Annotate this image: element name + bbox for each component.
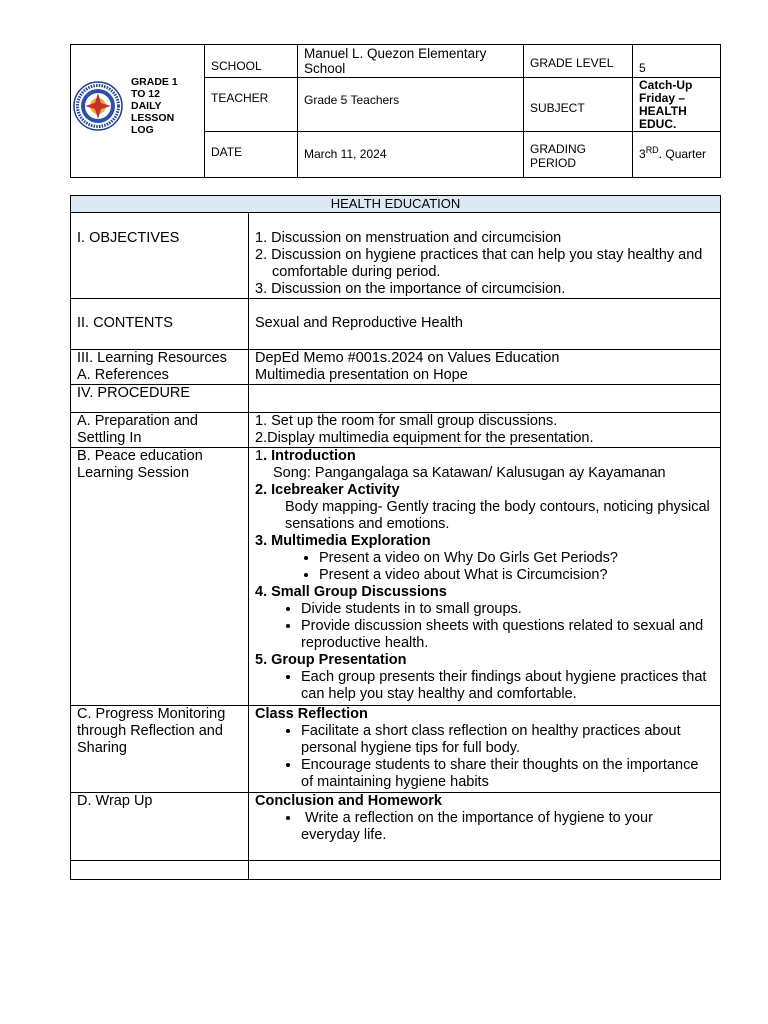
learning-session-label: B. Peace education Learning Session bbox=[71, 448, 249, 706]
learning-session-content: 1. Introduction Song: Pangangalaga sa Katawan/ Kalusugan ay Kayamanan 2. Icebreaker Activity Body mapping- Gently tracing the body contours, noticing physical sensations and emotions. 3. Multimedia Exploration • Present a video on Why Do Girls Get Periods? • Present a video about What is Circumcision? 4. Small Group Discussions • Divide students in to small groups. • Provide discussion sheets with questions related to sexual and reproductive health. 5. Group Presentation • Each group presents their findings about hygiene practices that can help you stay healthy and comfortable. bbox=[249, 448, 721, 706]
lesson-log-title: GRADE 1 TO 12 DAILY LESSON LOG bbox=[131, 76, 178, 136]
list-item: • Provide discussion sheets with questions related to sexual and reproductive health. bbox=[301, 618, 714, 652]
objective-item: 2. Discussion on hygiene practices that can help you stay healthy and comfortable during period. bbox=[255, 247, 703, 280]
resources-label: III. Learning Resources A. References bbox=[71, 350, 249, 385]
contents-label: II. CONTENTS bbox=[71, 299, 249, 350]
preparation-row bbox=[71, 413, 721, 448]
learning-session-row bbox=[71, 448, 721, 706]
objectives-list bbox=[249, 213, 721, 299]
contents-value: Sexual and Reproductive Health bbox=[249, 299, 721, 350]
wrap-up-content: Conclusion and Homework • Write a reflection on the importance of hygiene to your everyday life. bbox=[249, 793, 721, 861]
objectives-label: I. OBJECTIVES bbox=[71, 213, 249, 299]
logo-cell bbox=[71, 45, 205, 178]
progress-content: Class Reflection • Facilitate a short class reflection on healthy practices about personal hygiene tips for full body. • Encourage students to share their thoughts on the importance of maintaining hygiene habits bbox=[249, 706, 721, 793]
header-table bbox=[70, 44, 721, 178]
objective-item: 3. Discussion on the importance of circumcision. bbox=[255, 281, 566, 297]
grading-period-label: GRADING PERIOD bbox=[524, 132, 633, 178]
empty-row bbox=[71, 861, 721, 880]
date-label: DATE bbox=[205, 132, 298, 178]
list-item: • Each group presents their findings about hygiene practices that can help you stay healthy and comfortable. bbox=[301, 669, 714, 703]
school-value: Manuel L. Quezon Elementary School bbox=[298, 45, 524, 78]
teacher-label: TEACHER bbox=[205, 78, 298, 132]
grading-period-value: 3RD. Quarter bbox=[633, 132, 721, 178]
deped-seal-icon bbox=[73, 81, 123, 131]
subject-value: Catch-Up Friday – HEALTH EDUC. bbox=[633, 78, 721, 132]
list-item: • Encourage students to share their thoughts on the importance of maintaining hygiene habits bbox=[301, 757, 714, 791]
list-item: • Write a reflection on the importance of hygiene to your everyday life. bbox=[301, 810, 714, 844]
school-label: SCHOOL bbox=[205, 45, 298, 78]
wrap-up-row bbox=[71, 793, 721, 861]
grade-level-value: 5 bbox=[633, 45, 721, 78]
preparation-list: 1. Set up the room for small group discussions. 2.Display multimedia equipment for the presentation. bbox=[249, 413, 721, 448]
subject-label: SUBJECT bbox=[524, 78, 633, 132]
list-item: • Facilitate a short class reflection on healthy practices about personal hygiene tips for full body. bbox=[301, 723, 714, 757]
teacher-value: Grade 5 Teachers bbox=[298, 78, 524, 132]
procedure-row bbox=[71, 385, 721, 413]
resources-row bbox=[71, 350, 721, 385]
progress-label: C. Progress Monitoring through Reflection and Sharing bbox=[71, 706, 249, 793]
grade-level-label: GRADE LEVEL bbox=[524, 45, 633, 78]
contents-row bbox=[71, 299, 721, 350]
objective-item: 1. Discussion on menstruation and circumcision bbox=[255, 230, 562, 246]
wrap-up-label: D. Wrap Up bbox=[71, 793, 249, 861]
list-item: • Divide students in to small groups. bbox=[301, 601, 714, 618]
section-heading: HEALTH EDUCATION bbox=[71, 196, 721, 213]
progress-row bbox=[71, 706, 721, 793]
list-item: • Present a video on Why Do Girls Get Periods? bbox=[319, 550, 714, 567]
date-value: March 11, 2024 bbox=[298, 132, 524, 178]
list-item: • Present a video about What is Circumcision? bbox=[319, 567, 714, 584]
preparation-label: A. Preparation and Settling In bbox=[71, 413, 249, 448]
resources-value: DepEd Memo #001s.2024 on Values Education Multimedia presentation on Hope bbox=[249, 350, 721, 385]
lesson-table bbox=[70, 195, 721, 880]
procedure-label: IV. PROCEDURE bbox=[71, 385, 249, 413]
objectives-row bbox=[71, 213, 721, 299]
